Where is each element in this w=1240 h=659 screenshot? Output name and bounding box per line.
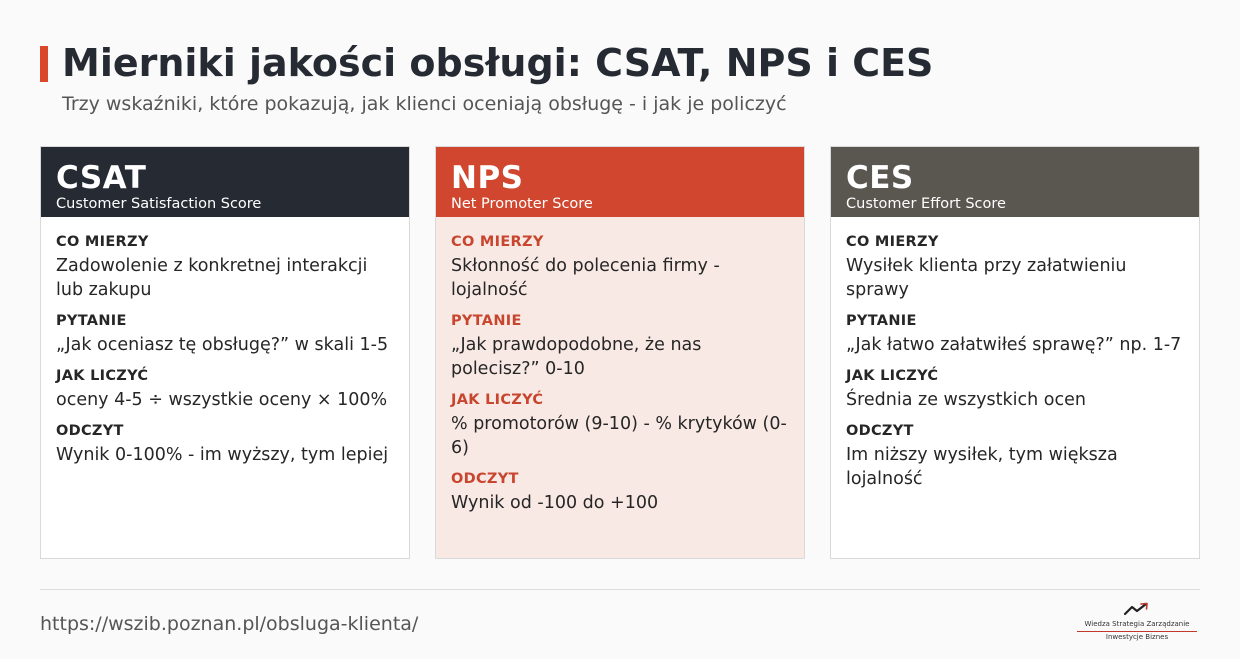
trend-chart-icon <box>1124 602 1150 616</box>
card-body <box>831 217 1199 491</box>
section-text: % promotorów (9-10) - % krytyków (0-6) <box>451 414 787 458</box>
section-label: JAK LICZYĆ <box>56 368 149 384</box>
section-text: Im niższy wysiłek, tym większa lojalność <box>846 445 1118 489</box>
card-csat <box>40 146 410 559</box>
page-title: Mierniki jakości obsługi: CSAT, NPS i CES <box>62 41 934 85</box>
card-header <box>436 147 804 217</box>
card-full-name: Customer Satisfaction Score <box>56 196 262 212</box>
section-text: „Jak oceniasz tę obsługę?” w skali 1-5 <box>56 335 389 355</box>
card-header <box>831 147 1199 217</box>
section-label: ODCZYT <box>846 423 914 439</box>
card-ces <box>830 146 1200 559</box>
footer-divider <box>40 589 1200 590</box>
section-label: CO MIERZY <box>451 234 544 250</box>
section-label: CO MIERZY <box>56 234 149 250</box>
section-label: ODCZYT <box>451 471 519 487</box>
logo-text-line2: Inwestycje Biznes <box>1105 633 1169 641</box>
section-label: JAK LICZYĆ <box>451 392 544 408</box>
card-name: NPS <box>451 160 524 196</box>
card-header <box>41 147 409 217</box>
section-text: „Jak łatwo załatwiłeś sprawę?” np. 1-7 <box>846 335 1182 355</box>
brand-logo <box>1072 600 1202 646</box>
section-text: Wynik od -100 do +100 <box>451 493 659 513</box>
card-name: CSAT <box>56 160 147 196</box>
section-text: Wynik 0-100% - im wyższy, tym lepiej <box>56 445 389 465</box>
title-accent-bar <box>40 46 48 82</box>
section-label: PYTANIE <box>451 313 522 329</box>
section-text: „Jak prawdopodobne, że nas polecisz?” 0-10 <box>451 335 702 379</box>
section-label: CO MIERZY <box>846 234 939 250</box>
card-body <box>41 217 409 467</box>
section-label: ODCZYT <box>56 423 124 439</box>
footer-url-link[interactable]: https://wszib.poznan.pl/obsluga-klienta/ <box>40 613 419 635</box>
page-subtitle: Trzy wskaźniki, które pokazują, jak klienci oceniają obsługę - i jak je policzyć <box>62 93 787 115</box>
card-full-name: Customer Effort Score <box>846 196 1006 212</box>
section-text: Zadowolenie z konkretnej interakcji lub zakupu <box>56 256 368 300</box>
section-text: Średnia ze wszystkich ocen <box>846 390 1086 410</box>
section-label: PYTANIE <box>846 313 917 329</box>
logo-divider <box>1077 631 1197 632</box>
card-name: CES <box>846 160 914 196</box>
section-label: JAK LICZYĆ <box>846 368 939 384</box>
card-full-name: Net Promoter Score <box>451 196 593 212</box>
section-label: PYTANIE <box>56 313 127 329</box>
card-body <box>436 217 804 515</box>
card-nps <box>435 146 805 559</box>
logo-text-line1: Wiedza Strategia Zarządzanie <box>1084 620 1190 628</box>
section-text: Wysiłek klienta przy załatwieniu sprawy <box>846 256 1127 300</box>
section-text: Skłonność do polecenia firmy - lojalność <box>451 256 720 300</box>
section-text: oceny 4-5 ÷ wszystkie oceny × 100% <box>56 390 388 410</box>
